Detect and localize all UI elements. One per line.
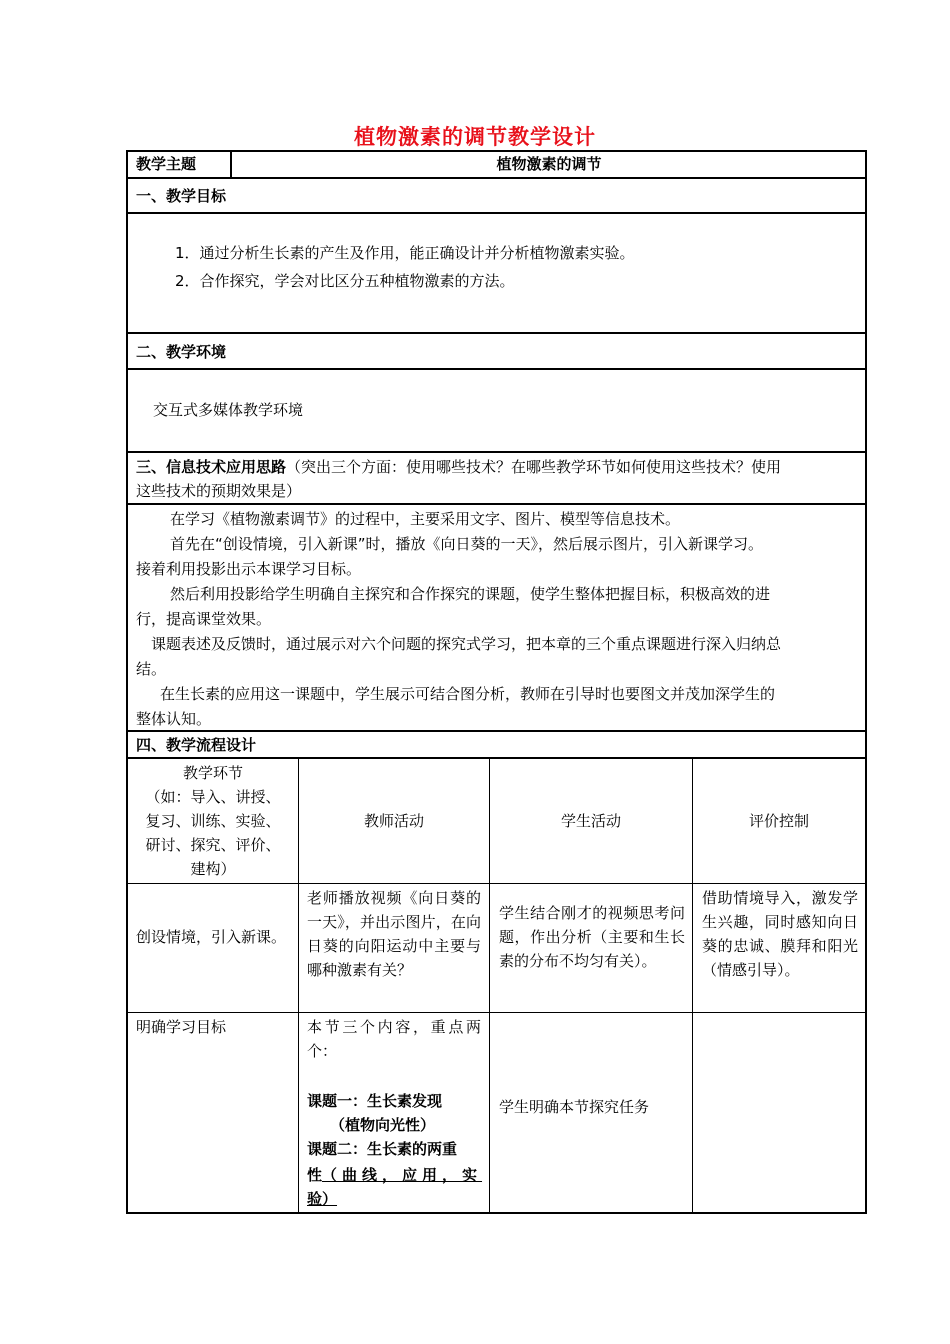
it-paragraph-line: 行，提高课堂效果。 (136, 610, 272, 628)
it-paragraph-line: 接着利用投影出示本课学习目标。 (136, 560, 362, 578)
flow-header-stage: 研讨、探究、评价、 (145, 836, 281, 854)
flow-row-topic-part: 性 (307, 1166, 323, 1184)
objective-item: 2．合作探究，学会对比区分五种植物激素的方法。 (175, 272, 515, 290)
section-heading-it-title: 三、信息技术应用思路 (136, 458, 287, 476)
section-heading-it-note: （突出三个方面：使用哪些技术？在哪些教学环节如何使用这些技术？使用 (286, 458, 782, 476)
flow-row-topic (307, 1163, 482, 1187)
section-heading-flow: 四、教学流程设计 (136, 736, 257, 754)
it-paragraph-line: 首先在“创设情境，引入新课”时，播放《向日葵的一天》，然后展示图片，引入新课学习。 (170, 535, 764, 553)
row-divider (126, 177, 867, 179)
flow-row-topic: 课题二：生长素的两重 (307, 1140, 458, 1158)
flow-row-teacher: 老师播放视频《向日葵的一天》，并出示图片，在向日葵的向阳运动中主要与哪种激素有关？ (307, 889, 481, 979)
flow-header-stage: 建构） (190, 860, 236, 878)
it-paragraph-line: 结。 (136, 660, 167, 678)
theme-label: 教学主题 (136, 155, 197, 173)
section-heading-environment: 二、教学环境 (136, 343, 227, 361)
flow-header-teacher: 教师活动 (363, 812, 424, 830)
environment-text: 交互式多媒体教学环境 (153, 401, 304, 419)
flow-header-evaluation: 评价控制 (748, 812, 809, 830)
row-divider (126, 730, 867, 732)
flow-row-teacher-intro: 本节三个内容，重点两个： (307, 1018, 481, 1060)
theme-value: 植物激素的调节 (496, 155, 602, 173)
row-divider (126, 883, 867, 884)
row-divider (126, 212, 867, 214)
flow-row-topic: 验） (307, 1190, 338, 1208)
it-paragraph-line: 然后利用投影给学生明确自主探究和合作探究的课题，使学生整体把握目标，积极高效的进 (170, 585, 771, 603)
row-divider (126, 503, 867, 505)
section-heading-objectives: 一、教学目标 (136, 187, 227, 205)
row-divider (126, 332, 867, 334)
flow-row-topic: 课题一：生长素发现 (307, 1092, 443, 1110)
section-heading-it-note-cont: 这些技术的预期效果是） (136, 482, 302, 500)
it-paragraph-line: 在生长素的应用这一课题中，学生展示可结合图分析，教师在引导时也要图文并茂加深学生的 (160, 685, 776, 703)
it-paragraph-line: 在学习《植物激素调节》的过程中，主要采用文字、图片、模型等信息技术。 (170, 510, 681, 528)
row-divider (126, 1012, 867, 1013)
row-divider (126, 368, 867, 370)
row-divider (126, 451, 867, 453)
flow-header-stage: 复习、训练、实验、 (145, 812, 281, 830)
page-title: 植物激素的调节教学设计 (354, 125, 596, 149)
flow-row-stage: 创设情境，引入新课。 (136, 928, 287, 946)
flow-header-stage: 教学环节 (182, 764, 243, 782)
objective-item: 1．通过分析生长素的产生及作用，能正确设计并分析植物激素实验。 (175, 244, 635, 262)
flow-header-student: 学生活动 (560, 812, 621, 830)
flow-row-student: 学生明确本节探究任务 (499, 1098, 650, 1116)
flow-row-student: 学生结合刚才的视频思考问题，作出分析（主要和生长素的分布不均匀有关）。 (499, 904, 685, 970)
section-heading-it (136, 455, 781, 479)
flow-row-topic: （植物向光性） (330, 1116, 436, 1134)
flow-row-topic-part: （曲线，应用，实 (322, 1166, 483, 1184)
flow-row-stage: 明确学习目标 (136, 1018, 227, 1036)
it-paragraph-line: 课题表述及反馈时，通过展示对六个问题的探究式学习，把本章的三个重点课题进行深入归纳总 (151, 635, 782, 653)
row-divider (126, 757, 867, 759)
it-paragraph-line: 整体认知。 (136, 710, 212, 728)
flow-header-stage: （如：导入、讲授、 (145, 788, 281, 806)
flow-row-evaluation: 借助情境导入，激发学生兴趣，同时感知向日葵的忠诚、膜拜和阳光（情感引导）。 (702, 889, 858, 979)
